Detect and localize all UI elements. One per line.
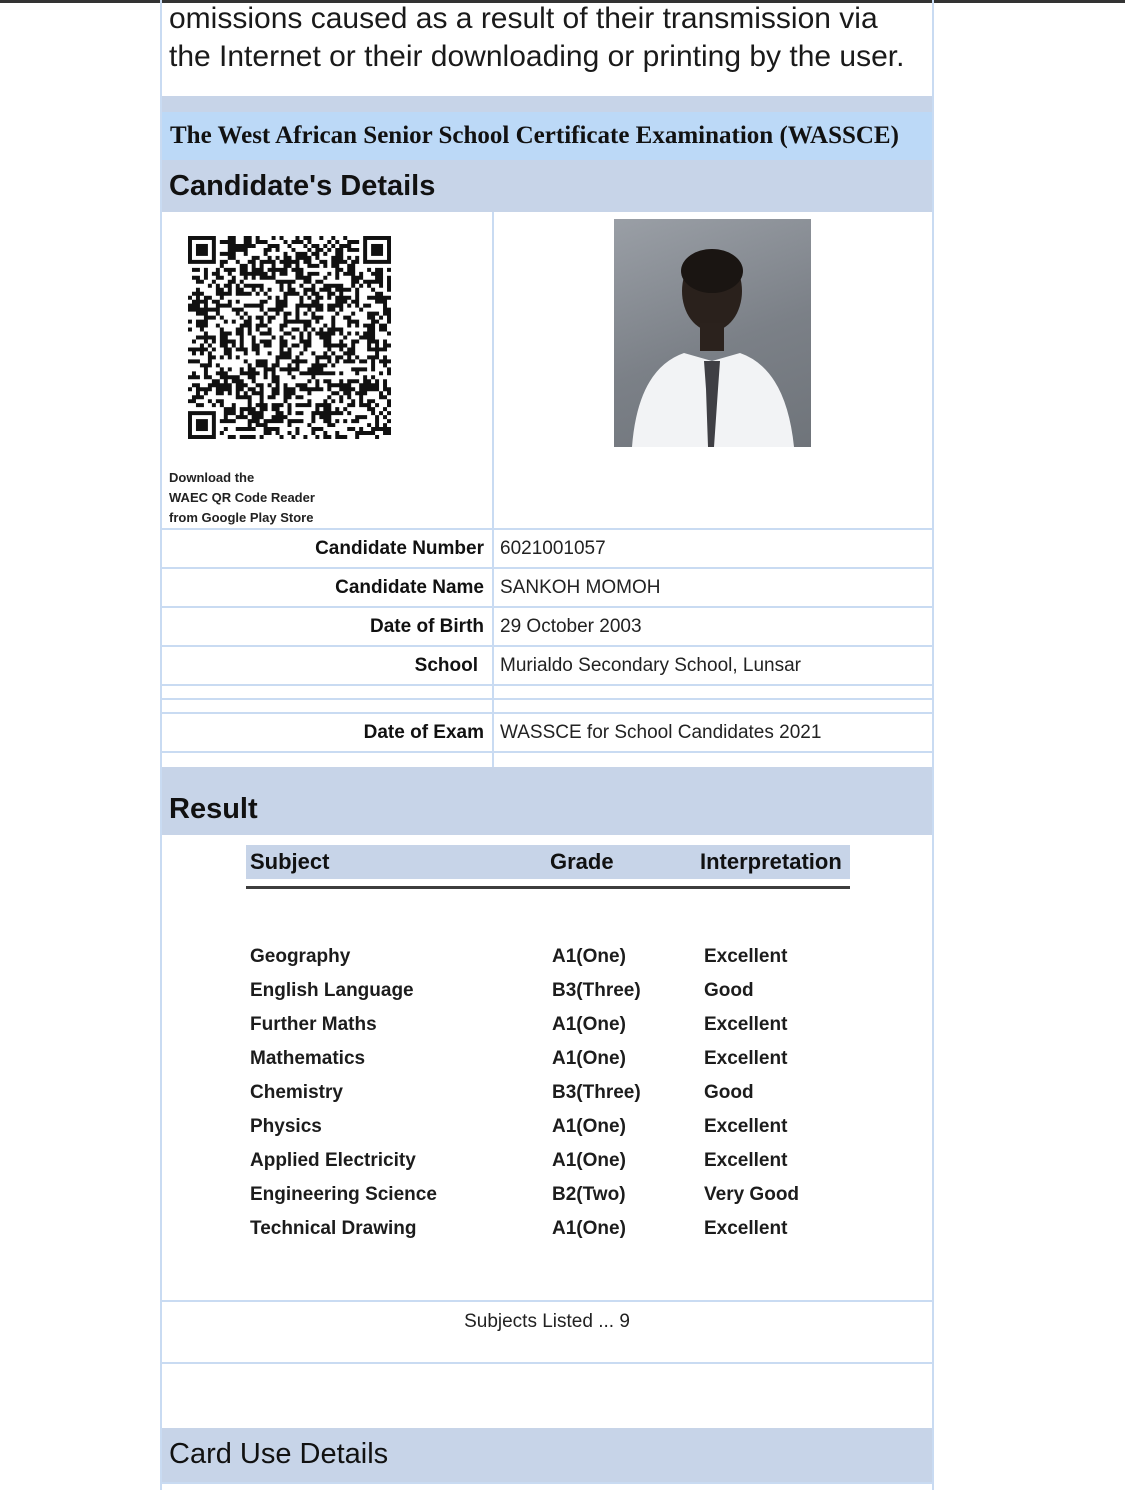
candidate-details-heading: Candidate's Details bbox=[162, 160, 932, 212]
table-row bbox=[246, 1042, 850, 1076]
qr-note-line: WAEC QR Code Reader bbox=[169, 490, 315, 505]
school-label: School bbox=[414, 655, 478, 676]
grade-cell: A1(One) bbox=[552, 946, 626, 967]
school-row bbox=[162, 647, 932, 686]
disclaimer-text bbox=[169, 0, 929, 76]
grade-column-header: Grade bbox=[550, 849, 614, 874]
subject-column-header: Subject bbox=[250, 849, 330, 874]
card-use-heading: Card Use Details bbox=[162, 1428, 932, 1482]
grade-cell: B3(Three) bbox=[552, 980, 641, 1001]
interpretation-cell: Excellent bbox=[704, 946, 788, 967]
table-row bbox=[246, 974, 850, 1008]
interpretation-cell: Excellent bbox=[704, 1048, 788, 1069]
school-value: Murialdo Secondary School, Lunsar bbox=[500, 655, 802, 676]
subject-cell: Technical Drawing bbox=[250, 1218, 417, 1239]
grade-cell: A1(One) bbox=[552, 1150, 626, 1171]
qr-note-line: Download the bbox=[169, 470, 255, 485]
interpretation-cell: Good bbox=[704, 980, 754, 1001]
photo-row bbox=[162, 212, 932, 530]
table-row bbox=[246, 1144, 850, 1178]
date-of-birth-value: 29 October 2003 bbox=[500, 616, 642, 637]
subject-cell: Further Maths bbox=[250, 1014, 377, 1035]
date-of-birth-label: Date of Birth bbox=[370, 616, 484, 637]
table-row bbox=[246, 1076, 850, 1110]
interpretation-column-header: Interpretation bbox=[700, 849, 842, 874]
spacer-band bbox=[162, 96, 932, 112]
candidate-number-row bbox=[162, 530, 932, 569]
grade-cell: A1(One) bbox=[552, 1014, 626, 1035]
table-row bbox=[246, 1110, 850, 1144]
spacer-band bbox=[162, 767, 932, 781]
candidate-photo bbox=[614, 219, 811, 447]
exam-title: The West African Senior School Certificate Examination (WASSCE) bbox=[162, 112, 932, 160]
qr-note-line: from Google Play Store bbox=[169, 510, 314, 525]
bottom-border bbox=[162, 1482, 932, 1484]
empty-row bbox=[162, 686, 932, 700]
subjects-count-text: Subjects Listed ... 9 bbox=[464, 1311, 630, 1332]
subject-cell: Engineering Science bbox=[250, 1184, 437, 1205]
interpretation-cell: Good bbox=[704, 1082, 754, 1103]
disclaimer-line-1: omissions caused as a result of their transmission via bbox=[169, 2, 878, 35]
subject-cell: Geography bbox=[250, 946, 351, 967]
candidate-name-value: SANKOH MOMOH bbox=[500, 577, 661, 598]
table-row bbox=[246, 1178, 850, 1212]
interpretation-cell: Excellent bbox=[704, 1014, 788, 1035]
interpretation-cell: Excellent bbox=[704, 1150, 788, 1171]
date-of-birth-row bbox=[162, 608, 932, 647]
date-of-exam-value: WASSCE for School Candidates 2021 bbox=[500, 722, 822, 743]
header-rule bbox=[246, 886, 850, 889]
qr-download-note bbox=[169, 468, 369, 528]
empty-row bbox=[162, 700, 932, 714]
interpretation-cell: Excellent bbox=[704, 1218, 788, 1239]
date-of-exam-row bbox=[162, 714, 932, 753]
candidate-number-value: 6021001057 bbox=[500, 538, 606, 559]
date-of-exam-label: Date of Exam bbox=[363, 722, 484, 743]
table-row bbox=[246, 940, 850, 974]
subject-cell: Chemistry bbox=[250, 1082, 343, 1103]
grade-cell: B3(Three) bbox=[552, 1082, 641, 1103]
grade-cell: A1(One) bbox=[552, 1116, 626, 1137]
candidate-name-label: Candidate Name bbox=[335, 577, 484, 598]
grade-cell: A1(One) bbox=[552, 1048, 626, 1069]
subject-cell: Mathematics bbox=[250, 1048, 366, 1069]
candidate-name-row bbox=[162, 569, 932, 608]
qr-code bbox=[188, 236, 391, 439]
subject-cell: Physics bbox=[250, 1116, 322, 1137]
subject-cell: English Language bbox=[250, 980, 414, 1001]
interpretation-cell: Very Good bbox=[704, 1184, 800, 1205]
result-table-header bbox=[246, 845, 850, 879]
table-row bbox=[246, 1008, 850, 1042]
disclaimer-line-2: the Internet or their downloading or printing by the user. bbox=[169, 40, 905, 73]
subject-cell: Applied Electricity bbox=[250, 1150, 416, 1171]
result-card bbox=[160, 0, 934, 1490]
grade-cell: A1(One) bbox=[552, 1218, 626, 1239]
grade-cell: B2(Two) bbox=[552, 1184, 626, 1205]
candidate-number-label: Candidate Number bbox=[315, 538, 484, 559]
table-row bbox=[246, 1212, 850, 1246]
subjects-count bbox=[162, 1300, 932, 1364]
result-heading: Result bbox=[162, 781, 932, 835]
interpretation-cell: Excellent bbox=[704, 1116, 788, 1137]
